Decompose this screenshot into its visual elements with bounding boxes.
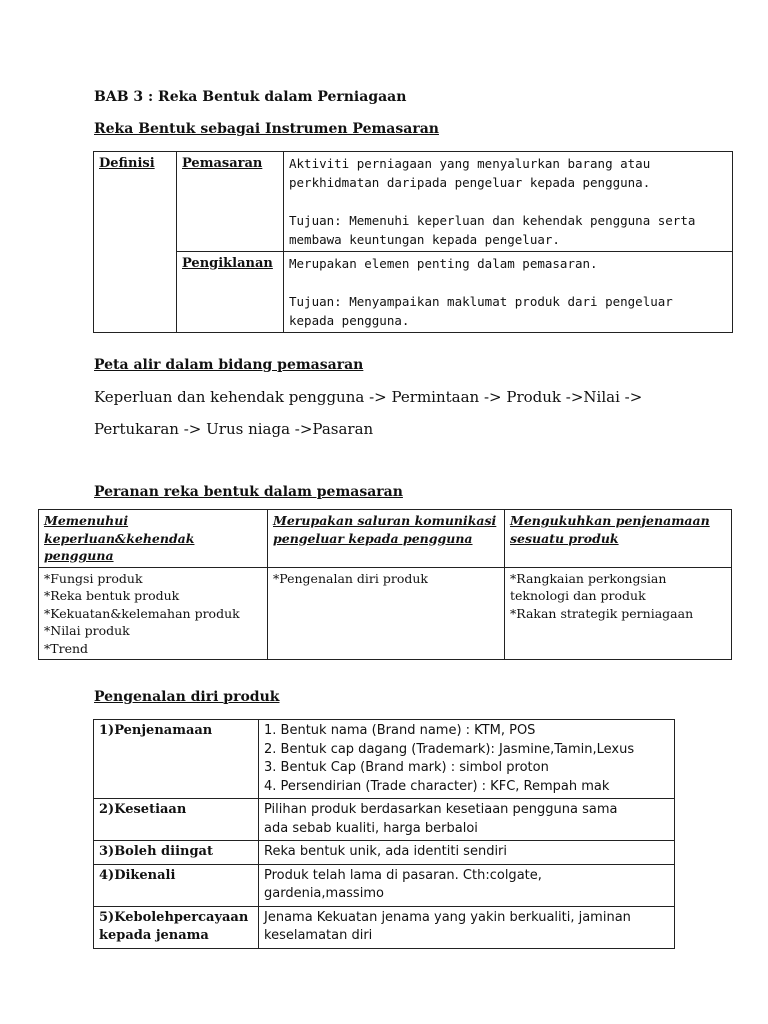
table-row [94,799,675,841]
row-label: 2)Kesetiaan [94,799,259,841]
term-pengiklanan: Pengiklanan [177,252,284,333]
row-label: 4)Dikenali [94,864,259,906]
table-row [94,906,675,948]
role-header-2: Merupakan saluran komunikasi pengeluar kepada pengguna [268,510,505,568]
definition-pengiklanan: Merupakan elemen penting dalam pemasaran. Tujuan: Menyampaikan maklumat produk dari pengeluar kepada pengguna. [284,252,733,333]
section-title-instrument: Reka Bentuk sebagai Instrumen Pemasaran [94,121,439,137]
flow-line-2: Pertukaran -> Urus niaga ->Pasaran [94,420,374,438]
definition-table [93,151,733,333]
row-text: 1. Bentuk nama (Brand name) : KTM, POS 2. Bentuk cap dagang (Trademark): Jasmine,Tamin,Lexus 3. Bentuk Cap (Brand mark) : simbol proton 4. Persendirian (Trade character) : KFC, Rempah mak [259,720,675,799]
section-title-role: Peranan reka bentuk dalam pemasaran [94,484,403,500]
flow-line-1: Keperluan dan kehendak pengguna -> Permintaan -> Produk ->Nilai -> [94,388,643,406]
definition-label: Definisi [94,152,177,333]
table-row [94,720,675,799]
role-header-3: Mengukuhkan penjenamaan sesuatu produk [505,510,732,568]
row-text: Pilihan produk berdasarkan kesetiaan pengguna sama ada sebab kualiti, harga berbaloi [259,799,675,841]
table-row [94,841,675,865]
role-table [38,509,732,660]
term-pemasaran: Pemasaran [177,152,284,252]
table-row [94,864,675,906]
row-text: Reka bentuk unik, ada identiti sendiri [259,841,675,865]
section-title-flow: Peta alir dalam bidang pemasaran [94,357,364,373]
section-title-identity: Pengenalan diri produk [94,689,280,705]
row-label: 1)Penjenamaan [94,720,259,799]
identity-table [93,719,675,949]
role-cell-1: *Fungsi produk *Reka bentuk produk *Kekuatan&kelemahan produk *Nilai produk *Trend [39,567,268,660]
row-text: Jenama Kekuatan jenama yang yakin berkualiti, jaminan keselamatan diri [259,906,675,948]
role-cell-2: *Pengenalan diri produk [268,567,505,660]
chapter-heading: BAB 3 : Reka Bentuk dalam Perniagaan [94,89,407,105]
row-label: 3)Boleh diingat [94,841,259,865]
role-cell-3: *Rangkaian perkongsian teknologi dan produk *Rakan strategik perniagaan [505,567,732,660]
definition-pemasaran: Aktiviti perniagaan yang menyalurkan barang atau perkhidmatan daripada pengeluar kepada pengguna. Tujuan: Memenuhi keperluan dan kehendak pengguna serta membawa keuntungan kepada pengeluar. [284,152,733,252]
row-label: 5)Kebolehpercayaan kepada jenama [94,906,259,948]
row-text: Produk telah lama di pasaran. Cth:colgate, gardenia,massimo [259,864,675,906]
role-header-1: Memenuhui keperluan&kehendak pengguna [39,510,268,568]
